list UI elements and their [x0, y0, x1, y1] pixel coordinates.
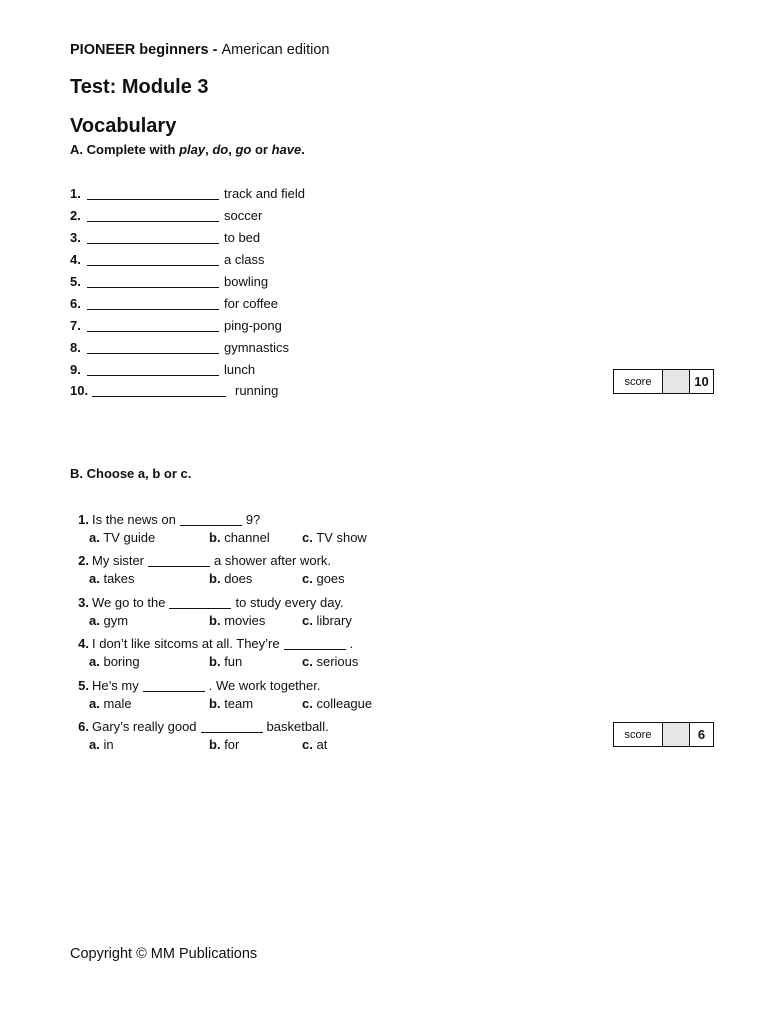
answer-blank[interactable] [87, 297, 219, 310]
score-max: 6 [697, 727, 706, 742]
score-box-part-a [613, 369, 714, 394]
answer-blank[interactable] [87, 363, 219, 376]
part-b-instruction: B. Choose a, b or c. [70, 466, 192, 481]
question-gap [169, 596, 231, 609]
document-header [70, 42, 329, 58]
score-max: 10 [694, 374, 709, 389]
option-b[interactable]: b. does [209, 571, 253, 587]
question-item: 5. He’s my . We work together. a. male b. team c. colleague [78, 677, 373, 711]
option-a[interactable]: a. gym [89, 612, 129, 628]
answer-blank[interactable] [87, 209, 219, 222]
option-c[interactable]: c. goes [302, 571, 345, 587]
section-heading: Vocabulary [70, 115, 177, 137]
score-label: score [614, 723, 663, 746]
answer-blank[interactable] [87, 231, 219, 244]
question-gap [180, 513, 242, 526]
score-box-part-b [613, 722, 714, 747]
part-a-instruction: A. Complete with play, do, go or have. [70, 142, 305, 157]
option-a[interactable]: a. TV guide [89, 529, 156, 545]
multiple-choice-list [72, 510, 572, 760]
option-b[interactable]: b. team [209, 695, 254, 711]
option-c[interactable]: c. library [302, 612, 352, 628]
answer-blank[interactable] [92, 384, 226, 397]
answer-blank[interactable] [87, 253, 219, 266]
vocab-item: 9. lunch [70, 361, 256, 377]
vocab-list [70, 183, 305, 402]
question-item: 1. Is the news on 9? a. TV guide b. channel c. TV show [78, 511, 367, 545]
option-b[interactable]: b. movies [209, 612, 266, 628]
answer-blank[interactable] [87, 275, 219, 288]
option-c[interactable]: c. serious [302, 654, 359, 670]
question-gap [143, 679, 205, 692]
question-item: 2. My sister a shower after work. a. takes b. does c. goes [78, 553, 345, 587]
option-b[interactable]: b. for [209, 737, 240, 753]
answer-blank[interactable] [87, 341, 219, 354]
question-gap [201, 720, 263, 733]
answer-blank[interactable] [87, 187, 219, 200]
option-a[interactable]: a. boring [89, 654, 140, 670]
score-label: score [614, 370, 663, 393]
page-title: Test: Module 3 [70, 76, 209, 98]
option-a[interactable]: a. in [89, 737, 114, 753]
option-c[interactable]: c. at [302, 737, 328, 753]
question-item: 6. Gary’s really good basketball. a. in b. for c. at [78, 719, 329, 753]
header-separator: - [208, 42, 222, 58]
option-a[interactable]: a. takes [89, 571, 135, 587]
vocab-item: 5. bowling [70, 274, 269, 289]
option-a[interactable]: a. male [89, 695, 132, 711]
vocab-item: 7. ping-pong [70, 317, 282, 333]
vocab-item: 2. soccer [70, 208, 263, 224]
question-gap [148, 554, 210, 567]
question-item: 3. We go to the to study every day. a. gym b. movies c. library [78, 594, 352, 628]
score-entry-cell[interactable] [663, 370, 690, 393]
score-entry-cell[interactable] [663, 723, 690, 746]
option-b[interactable]: b. channel [209, 529, 270, 545]
question-gap [284, 637, 346, 650]
vocab-item: 6. for coffee [70, 295, 278, 311]
header-edition: American edition [221, 42, 330, 58]
vocab-item: 1. track and field [70, 186, 305, 202]
option-c[interactable]: c. colleague [302, 695, 373, 711]
vocab-item: 10. running [70, 383, 279, 399]
option-c[interactable]: c. TV show [302, 529, 367, 545]
copyright-footer: Copyright © MM Publications [70, 946, 258, 962]
vocab-item: 8. gymnastics [70, 339, 290, 355]
question-item: 4. I don’t like sitcoms at all. They’re . a. boring b. fun c. serious [78, 636, 359, 670]
header-brand: PIONEER beginners [70, 42, 209, 58]
option-b[interactable]: b. fun [209, 654, 243, 670]
vocab-item: 3. to bed [70, 230, 261, 246]
vocab-item: 4. a class [70, 252, 265, 268]
answer-blank[interactable] [87, 319, 219, 332]
